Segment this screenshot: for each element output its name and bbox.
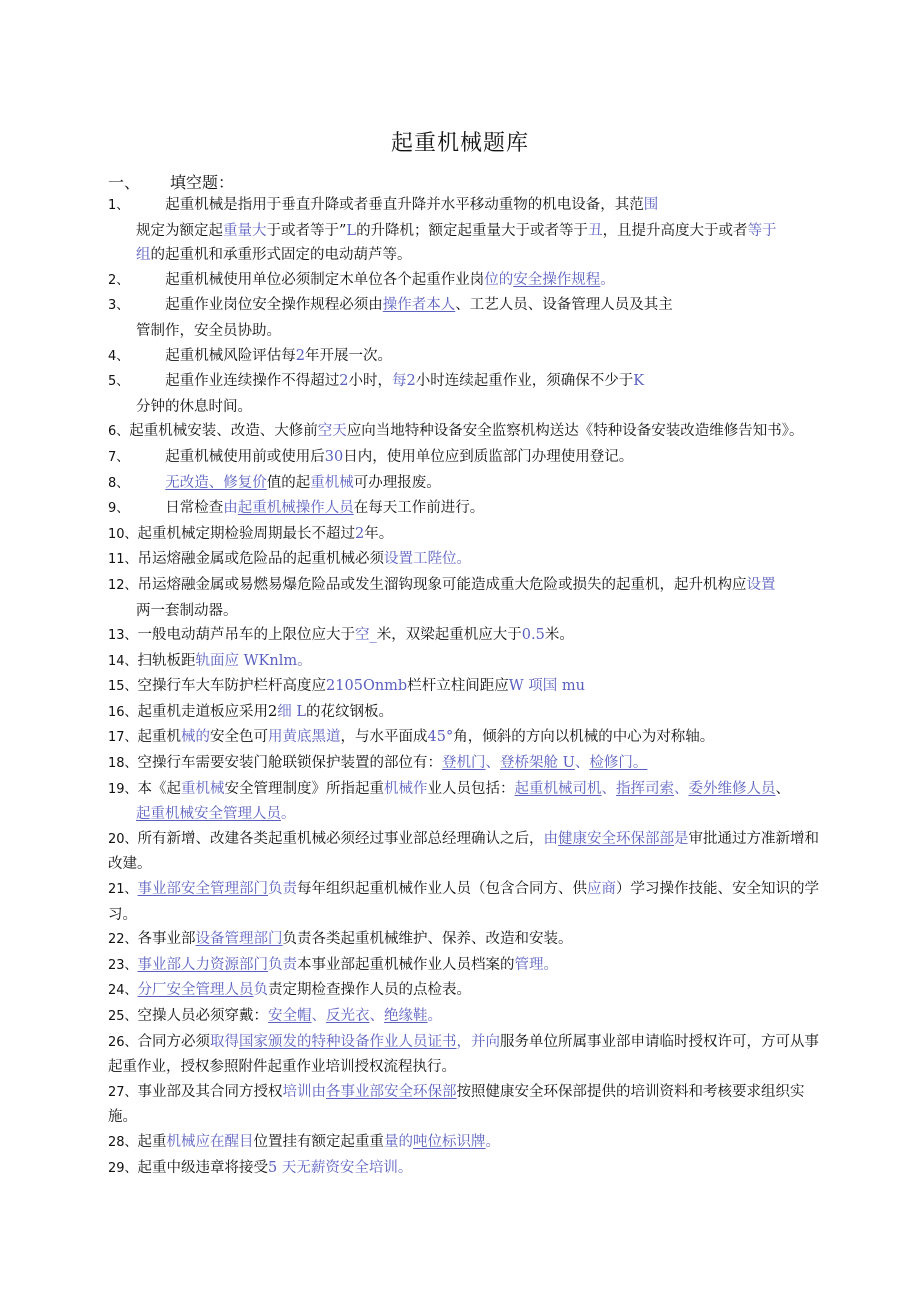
question-item-18: 18、空操行车需要安装门舱联锁保护装置的部位有：登机门、登桥架舱 U、检修门。 [108,755,648,772]
question-item-15: 15、空操行车大车防护栏杆高度应2105Onmb栏杆立柱间距应W 项国 mu [108,678,585,695]
question-item-8: 8、 无改造、修复价值的起重机械可办理报废。 [108,474,441,491]
answer-blank: 各事业部安全环保部 [326,1083,457,1100]
answer-blank: 操作者本人 [382,297,456,314]
question-item-5: 5、 起重作业连续操作不得超过2小时，每2小时连续起重作业，须确保不少于K 分钟的休息时间。 [108,373,645,415]
answer-blank: 健康安全环保部部 [558,830,675,847]
answer-blank: 委外维修人员 [688,780,776,797]
section-label: 填空题： [170,173,235,192]
answer-blank: 指挥司索 [616,780,675,797]
question-item-12: 12、吊运熔融金属或易燃易爆危险品或发生溜钩现象可能造成重大危险或损失的起重机，起升机构应设置 两一套制动器。 [108,576,776,619]
question-item-11: 11、吊运熔融金属或危险品的起重机械必须设置工陛位。 [108,551,472,568]
answer-blank: 吨位标识牌 [413,1133,486,1150]
question-item-14: 14、扫轨板距轨面应 WKnlm。 [108,652,312,669]
question-item-22: 22、各事业部设备管理部门负责各类起重机械维护、保养、改造和安装。 [108,931,573,948]
question-item-21: 21、事业部安全管理部门负责每年组织起重机械作业人员（包含合同方、供应商）学习操作技能、安全知识的学习。 [108,881,820,923]
answer-blank: 检修门。 [589,755,648,772]
page-title: 起重机械题库 [390,131,529,156]
answer-blank: 分厂安全管理人员 [137,982,254,999]
answer-blank: 登机门 [442,755,486,772]
answer-blank: 起重机械安全管理人员 [136,806,281,823]
question-item-24: 24、分厂安全管理人员负责定期检查操作人员的点检表。 [108,982,472,999]
question-item-19: 19、本《起重机械安全管理制度》所指起重机械作业人员包括：起重机械司机、指挥司索、委外维修人员、 起重机械安全管理人员。 [108,780,791,823]
answer-blank: 登桥架舱 U [500,755,575,772]
question-item-28: 28、起重机械应在醒目位置挂有额定起重重量的吨位标识牌。 [108,1133,501,1150]
answer-blank: 起重机械司机 [514,780,602,797]
question-item-4: 4、 起重机械风险评估每2年开展一次。 [108,347,393,364]
question-item-3: 3、 起重作业岗位安全操作规程必须由操作者本人、工艺人员、设备管理人员及其主 管制作，安全员协助。 [108,297,673,339]
question-item-20: 20、所有新增、改建各类起重机械必须经过事业部总经理确认之后，由健康安全环保部部是审批通过方准新增和改建。 [108,830,820,873]
answer-blank: 反光衣 [326,1008,370,1024]
question-item-6: 6、起重机械安装、改造、大修前空天应向当地特种设备安全监察机构送达《特种设备安装改造维修告知书》。 [108,423,804,440]
answer-blank: 起重机械操作人员 [237,500,354,517]
question-item-27: 27、事业部及其合同方授权培训由各事业部安全环保部按照健康安全环保部提供的培训资料和考核要求组织实施。 [108,1083,805,1126]
question-item-9: 9、 日常检查由起重机械操作人员在每天工作前进行。 [108,500,485,517]
answer-blank: 安全操作规程 [513,271,601,288]
question-item-13: 13、一般电动葫芦吊车的上限位应大于空_米，双梁起重机应大于0.5米。 [108,627,574,644]
question-item-1: 1、 起重机械是指用于垂直升降或者垂直升降并水平移动重物的机电设备，其范围 规定为额定起重量大于或者等于”L的升降机；额定起重量大于或者等于丑，且提升高度大于或者等于 组的起重机和承重形式固定的电动葫芦等。 [108,197,777,264]
question-item-25: 25、空操人员必须穿戴：安全帽、反光衣、绝缘鞋。 [108,1008,443,1024]
question-item-16: 16、起重机走道板应采用2细 L的花纹钢板。 [108,703,394,720]
question-item-7: 7、 起重机械使用前或使用后30日内，使用单位应到质监部门办理使用登记。 [108,448,634,465]
answer-blank: 绝缘鞋 [384,1008,428,1024]
section-heading [108,170,234,193]
question-item-26: 26、合同方必须取得国家颁发的特种设备作业人员证书，并向服务单位所属事业部申请临时授权许可，方可从事起重作业，授权参照附件起重作业培训授权流程执行。 [108,1033,820,1076]
answer-blank: 无改造、修复价 [165,474,267,491]
question-item-23: 23、事业部人力资源部门负责本事业部起重机械作业人员档案的管理。 [108,956,559,973]
answer-blank: 设备管理部门 [195,931,283,948]
answer-blank: 事业部人力资源部门 [137,956,269,973]
question-item-10: 10、起重机械定期检验周期最长不超过2年。 [108,525,394,542]
answer-blank: 国家颁发的特种设备作业人员证书 [239,1033,457,1050]
answer-blank: 事业部安全管理部门 [137,881,269,898]
question-item-17: 17、起重机械的安全色可用黄底黑道，与水平面成45°角，倾斜的方向以机械的中心为对称轴。 [108,729,715,746]
question-list [108,193,826,1181]
answer-blank: 安全帽 [268,1008,312,1024]
section-number: 一、 [108,173,141,192]
question-item-29: 29、起重中级违章将接受5 天无薪资安全培训。 [108,1159,413,1176]
question-item-2: 2、 起重机械使用单位必须制定木单位各个起重作业岗位的安全操作规程。 [108,271,615,288]
